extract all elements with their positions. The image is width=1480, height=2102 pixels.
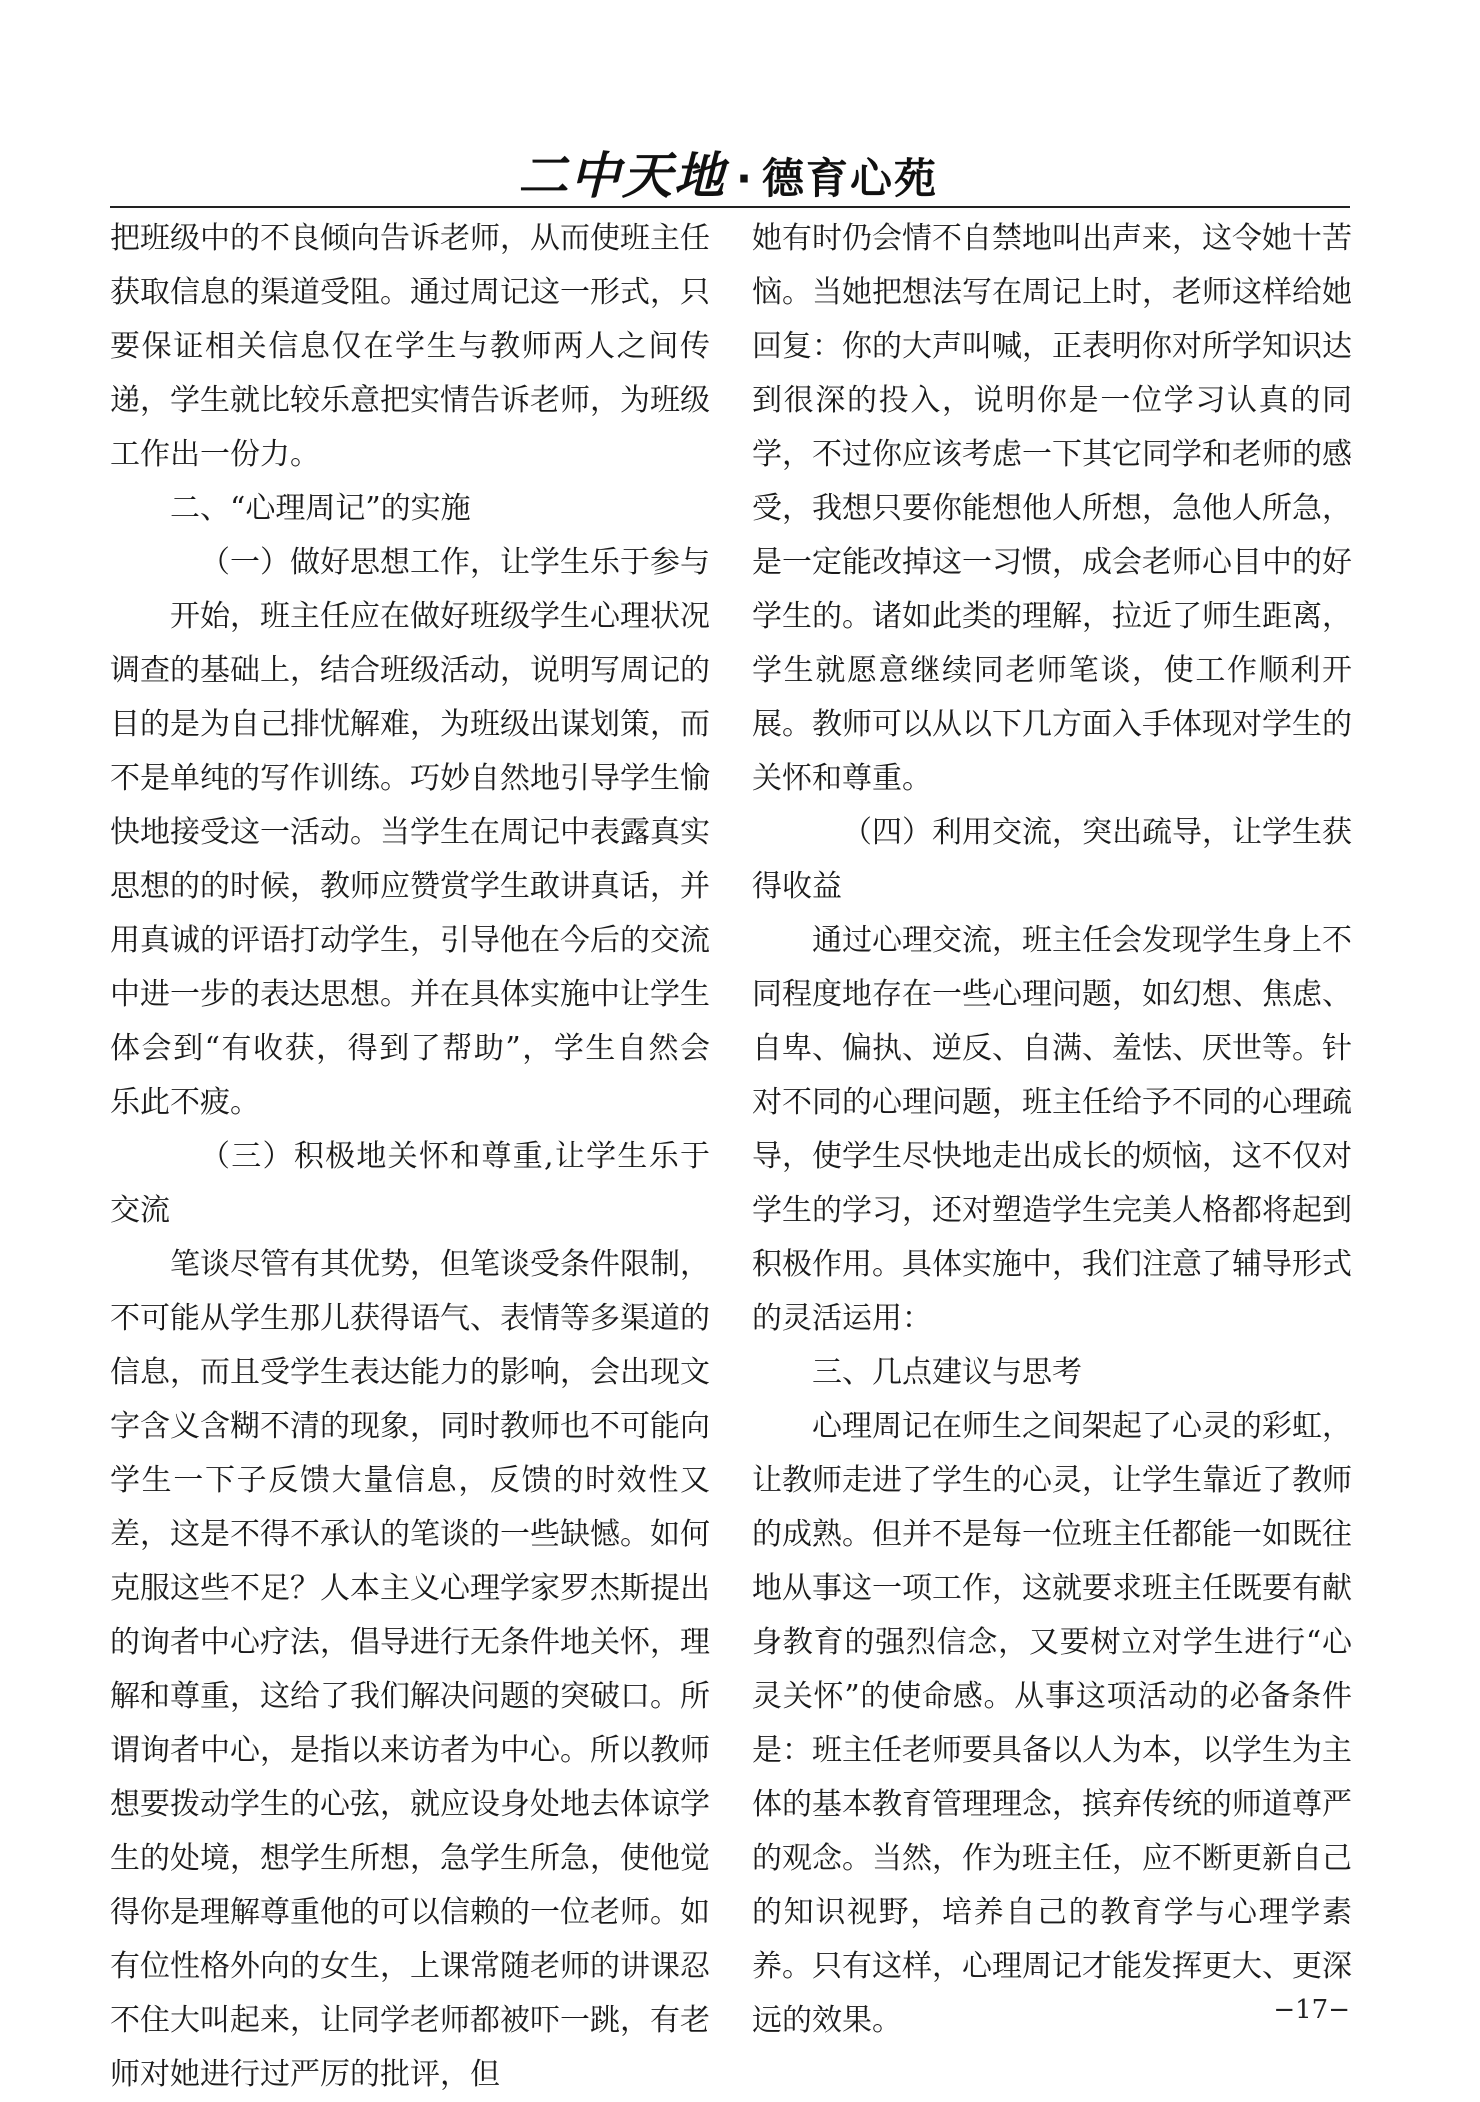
- paragraph: 她有时仍会情不自禁地叫出声来，这令她十苦恼。当她把想法写在周记上时，老师这样给她回复：你的大声叫喊，正表明你对所学知识达到很深的投入，说明你是一位学习认真的同学，不过你应该考虑一下其它同学和老师的感受，我想只要你能想他人所想，急他人所急，是一定能改掉这一习惯，成会老师心目中的好学生的。诸如此类的理解，拉近了师生距离，学生就愿意继续同老师笔谈，使工作顺利开展。教师可以从以下几方面入手体现对学生的关怀和尊重。: [752, 221, 1352, 796]
- brand-logo-text: 二中天地: [518, 146, 726, 205]
- paragraph: 开始，班主任应在做好班级学生心理状况调查的基础上，结合班级活动，说明写周记的目的是为自己排忧解难，为班级出谋划策，而不是单纯的写作训练。巧妙自然地引导学生愉快地接受这一活动。当学生在周记中表露真实思想的的时候，教师应赞赏学生敢讲真话，并用真诚的评语打动学生，引导他在今后的交流中进一步的表达思想。并在具体实施中让学生体会到“有收获，得到了帮助”，学生自然会乐此不疲。: [110, 599, 710, 1120]
- section-title: 德育心苑: [761, 154, 938, 203]
- subsection-heading: （三）积极地关怀和尊重,让学生乐于交流: [110, 1139, 710, 1228]
- header-separator: ·: [736, 154, 752, 203]
- subsection-heading: （一）做好思想工作，让学生乐于参与: [200, 545, 710, 580]
- page-number: −17−: [1273, 1995, 1350, 2025]
- paragraph: 笔谈尽管有其优势，但笔谈受条件限制，不可能从学生那儿获得语气、表情等多渠道的信息，而且受学生表达能力的影响，会出现文字含义含糊不清的现象，同时教师也不可能向学生一下子反馈大量信息，反馈的时效性又差，这是不得不承认的笔谈的一些缺憾。如何克服这些不足？人本主义心理学家罗杰斯提出的询者中心疗法，倡导进行无条件地关怀，理解和尊重，这给了我们解决问题的突破口。所谓询者中心，是指以来访者为中心。所以教师想要拨动学生的心弦，就应设身处地去体谅学生的处境，想学生所想，急学生所急，使他觉得你是理解尊重他的可以信赖的一位老师。如有位性格外向的女生，上课常随老师的讲课忍不住大叫起来，让同学老师都被吓一跳，有老师对她进行过严厉的批评，但: [110, 1247, 710, 2092]
- header-rule: [110, 206, 1350, 208]
- paragraph: 通过心理交流，班主任会发现学生身上不同程度地存在一些心理问题，如幻想、焦虑、自卑、偏执、逆反、自满、羞怯、厌世等。针对不同的心理问题，班主任给予不同的心理疏导，使学生尽快地走出成长的烦恼，这不仅对学生的学习，还对塑造学生完美人格都将起到积极作用。具体实施中，我们注意了辅导形式的灵活运用：: [752, 923, 1352, 1336]
- section-heading: 二、“心理周记”的实施: [170, 491, 471, 526]
- section-heading: 三、几点建议与思考: [812, 1355, 1082, 1390]
- right-column: [752, 212, 1352, 2048]
- page-header: [110, 130, 1350, 210]
- left-column: [110, 212, 710, 2102]
- paragraph: 把班级中的不良倾向告诉老师，从而使班主任获取信息的渠道受阻。通过周记这一形式，只要保证相关信息仅在学生与教师两人之间传递，学生就比较乐意把实情告诉老师，为班级工作出一份力。: [110, 221, 710, 472]
- subsection-heading: （四）利用交流，突出疏导，让学生获得收益: [752, 815, 1352, 904]
- paragraph: 心理周记在师生之间架起了心灵的彩虹，让教师走进了学生的心灵，让学生靠近了教师的成熟。但并不是每一位班主任都能一如既往地从事这一项工作，这就要求班主任既要有献身教育的强烈信念，又要树立对学生进行“心灵关怀”的使命感。从事这项活动的必备条件是：班主任老师要具备以人为本，以学生为主体的基本教育管理理念，摈弃传统的师道尊严的观念。当然，作为班主任，应不断更新自己的知识视野，培养自己的教育学与心理学素养。只有这样，心理周记才能发挥更大、更深远的效果。: [752, 1409, 1352, 2038]
- header-title: [518, 136, 938, 208]
